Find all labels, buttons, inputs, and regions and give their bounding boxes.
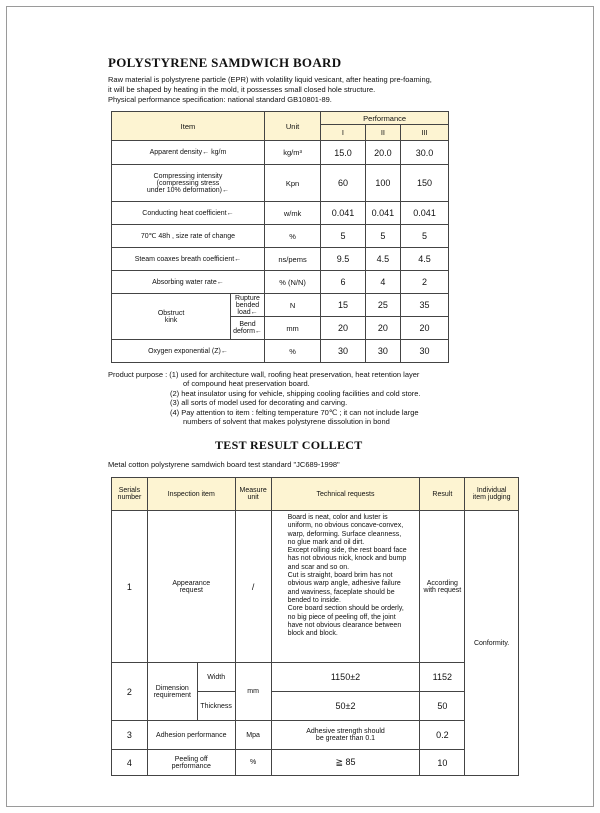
result: 1152 [420,663,465,692]
inspection-item-line: Dimension [155,684,189,692]
row-unit: w/mk [264,202,320,225]
header-inspection: Inspection item [147,478,235,511]
row-item-line: (compressing stress [156,179,220,187]
serial-number: 2 [112,663,148,721]
row-value: 20.0 [365,141,400,165]
serial-number: 1 [112,511,148,663]
inspection-item-line: performance [171,762,211,770]
row-item-line: Compressing intensity [153,172,223,180]
row-item: Conducting heat coefficient← [112,202,265,225]
row-value: 9.5 [321,248,366,271]
technical-request [271,721,420,750]
row-value: 60 [321,165,366,202]
request-line: uniform, no obvious concave-convex, [287,522,404,530]
measure-unit: % [235,750,271,776]
table-row [112,225,449,248]
header-judging [465,478,519,511]
request-line: have not obvious clearance between [287,621,402,629]
request-line: obvious warp angle, adhesive failure [287,580,401,588]
header-technical: Technical requests [271,478,420,511]
measure-unit: Mpa [235,721,271,750]
result: 50 [420,692,465,721]
purpose-line: Product purpose : (1) used for architecture wall, roofing heat preservation, heat retention layer [108,370,420,379]
performance-table [111,111,449,363]
request-line: Except rolling side, the rest board face [287,547,407,555]
row-value: 20 [401,317,449,340]
header-measure-line: Measure [239,487,267,494]
row-value: 5 [321,225,366,248]
row-value: 30 [401,340,449,363]
request-line: Cut is straight, board brim has not [287,572,393,580]
measure-unit: mm [235,663,271,721]
sub-item-thickness: Thickness [197,692,235,721]
technical-request [271,511,420,663]
header-judging-line: item judging [472,494,511,501]
purpose-line: (3) all sorts of model used for decorating and carving. [170,398,348,408]
intro-line: it will be shaped by heating in the mold, it possesses small closed hole structure. [108,85,376,94]
purpose-line: numbers of solvent that makes polystyrene dissolution in bond [183,417,390,427]
request-line: warp, deforming. Surface cleanness, [287,530,402,538]
request-line: bended to inside. [287,596,341,604]
row-value: 5 [401,225,449,248]
row-value: 30 [321,340,366,363]
purpose-line: (4) Pay attention to item : felting temperature 70℃ ; it can not include large [170,407,419,417]
result [420,511,465,663]
obstruct-label-line: kink [164,316,178,324]
header-judging-line: Individual [476,487,507,494]
inspection-item-line: Peeling off [174,755,208,763]
row-value: 30 [365,340,400,363]
row-value: 150 [401,165,449,202]
row-item: Oxygen exponential (Z)← [112,340,265,363]
intro-line: Physical performance specification: national standard GB10801-89. [108,95,332,104]
row-item: Absorbing water rate← [112,271,265,294]
row-value: 25 [365,294,400,317]
request-line: and waviness, faceplate should be [287,588,395,596]
row-value: 20 [365,317,400,340]
grade-header: III [401,125,449,141]
table-row [112,141,449,165]
inspection-item-line: request [179,586,203,594]
technical-request: 50±2 [271,692,420,721]
row-value: 0.041 [401,202,449,225]
header-item: Item [112,112,265,141]
row-value: 4.5 [401,248,449,271]
request-line: no glue mark and oil dirt. [287,538,365,546]
test-standard: Metal cotton polystyrene samdwich board test standard "JC689-1998" [108,460,340,469]
section-title: TEST RESULT COLLECT [215,438,363,452]
row-value: 5 [365,225,400,248]
table-row [112,721,519,750]
obstruct-label [112,294,231,340]
measure-unit: / [235,511,271,663]
row-value: 35 [401,294,449,317]
technical-request: 1150±2 [271,663,420,692]
row-item [112,165,265,202]
row-value: 15 [321,294,366,317]
doc-title: POLYSTYRENE SAMDWICH BOARD [108,55,342,70]
table-row [112,202,449,225]
row-unit: % (N/N) [264,271,320,294]
sub-item-width: Width [197,663,235,692]
header-serial-line: number [117,494,142,501]
purpose-line: (2) heat insulator using for vehicle, shipping cooling facilities and cold store. [170,388,421,398]
table-row [112,248,449,271]
header-serial [112,478,148,511]
inspection-item [147,663,197,721]
request-line: block and block. [287,630,338,638]
row-unit: kg/m³ [264,141,320,165]
row-unit: ns/pems [264,248,320,271]
table-row [112,663,519,692]
inspection-item: Adhesion performance [147,721,235,750]
product-purpose [108,370,421,426]
table-row [112,511,519,663]
request-line: no big piece of peeling off, the joint [287,613,396,621]
row-value: 20 [321,317,366,340]
grade-header: II [365,125,400,141]
row-item: Steam coaxes breath coefficient← [112,248,265,271]
result: 10 [420,750,465,776]
header-performance: Performance [321,112,449,125]
request-line: Core board section should be orderly, [287,605,404,613]
obstruct-label-line: Obstruct [157,309,185,317]
individual-judging: Conformity. [465,511,519,776]
inspection-item [147,511,235,663]
test-result-table [111,477,519,776]
row-unit: N [264,294,320,317]
row-unit: % [264,225,320,248]
table-row [112,271,449,294]
request-line: Board is neat, color and luster is [287,514,388,521]
header-measure-line: unit [247,494,259,501]
row-unit: mm [264,317,320,340]
intro-text [108,75,432,105]
row-item: Bend deform← [231,317,265,340]
row-value: 6 [321,271,366,294]
technical-request: ≧ 85 [271,750,420,776]
inspection-item-line: Appearance [172,579,211,587]
request-line: and scar and so on. [287,563,350,571]
purpose-line: of compound heat preservation board. [183,379,310,389]
inspection-item-line: requirement [153,691,191,699]
grade-header: I [321,125,366,141]
row-value: 0.041 [365,202,400,225]
row-value: 4.5 [365,248,400,271]
row-item: 70℃ 48h , size rate of change [112,225,265,248]
result-line: with request [423,586,462,594]
serial-number: 4 [112,750,148,776]
header-measure [235,478,271,511]
row-value: 100 [365,165,400,202]
row-value: 0.041 [321,202,366,225]
header-unit: Unit [264,112,320,141]
inspection-item [147,750,235,776]
row-value: 15.0 [321,141,366,165]
table-row [112,165,449,202]
header-serial-line: Serials [118,487,141,494]
row-item: Rupture bended load← [231,294,265,317]
request-line: be greater than 0.1 [315,735,376,742]
result: 0.2 [420,721,465,750]
serial-number: 3 [112,721,148,750]
result-line: According [426,579,458,587]
row-item: Apparent density← kg/m [112,141,265,165]
row-item-line: under 10% deformation)← [146,186,229,194]
row-value: 4 [365,271,400,294]
table-row [112,340,449,363]
request-line: has not obvious nick, knock and bump [287,555,407,563]
intro-line: Raw material is polystyrene particle (EPR) with volatility liquid vesicant, after heating pre-foaming, [108,75,432,84]
row-unit: % [264,340,320,363]
row-value: 2 [401,271,449,294]
table-row [112,294,449,317]
request-line: Adhesive strength should [306,728,385,735]
row-value: 30.0 [401,141,449,165]
table-row [112,750,519,776]
header-result: Result [420,478,465,511]
row-unit: Kpn [264,165,320,202]
